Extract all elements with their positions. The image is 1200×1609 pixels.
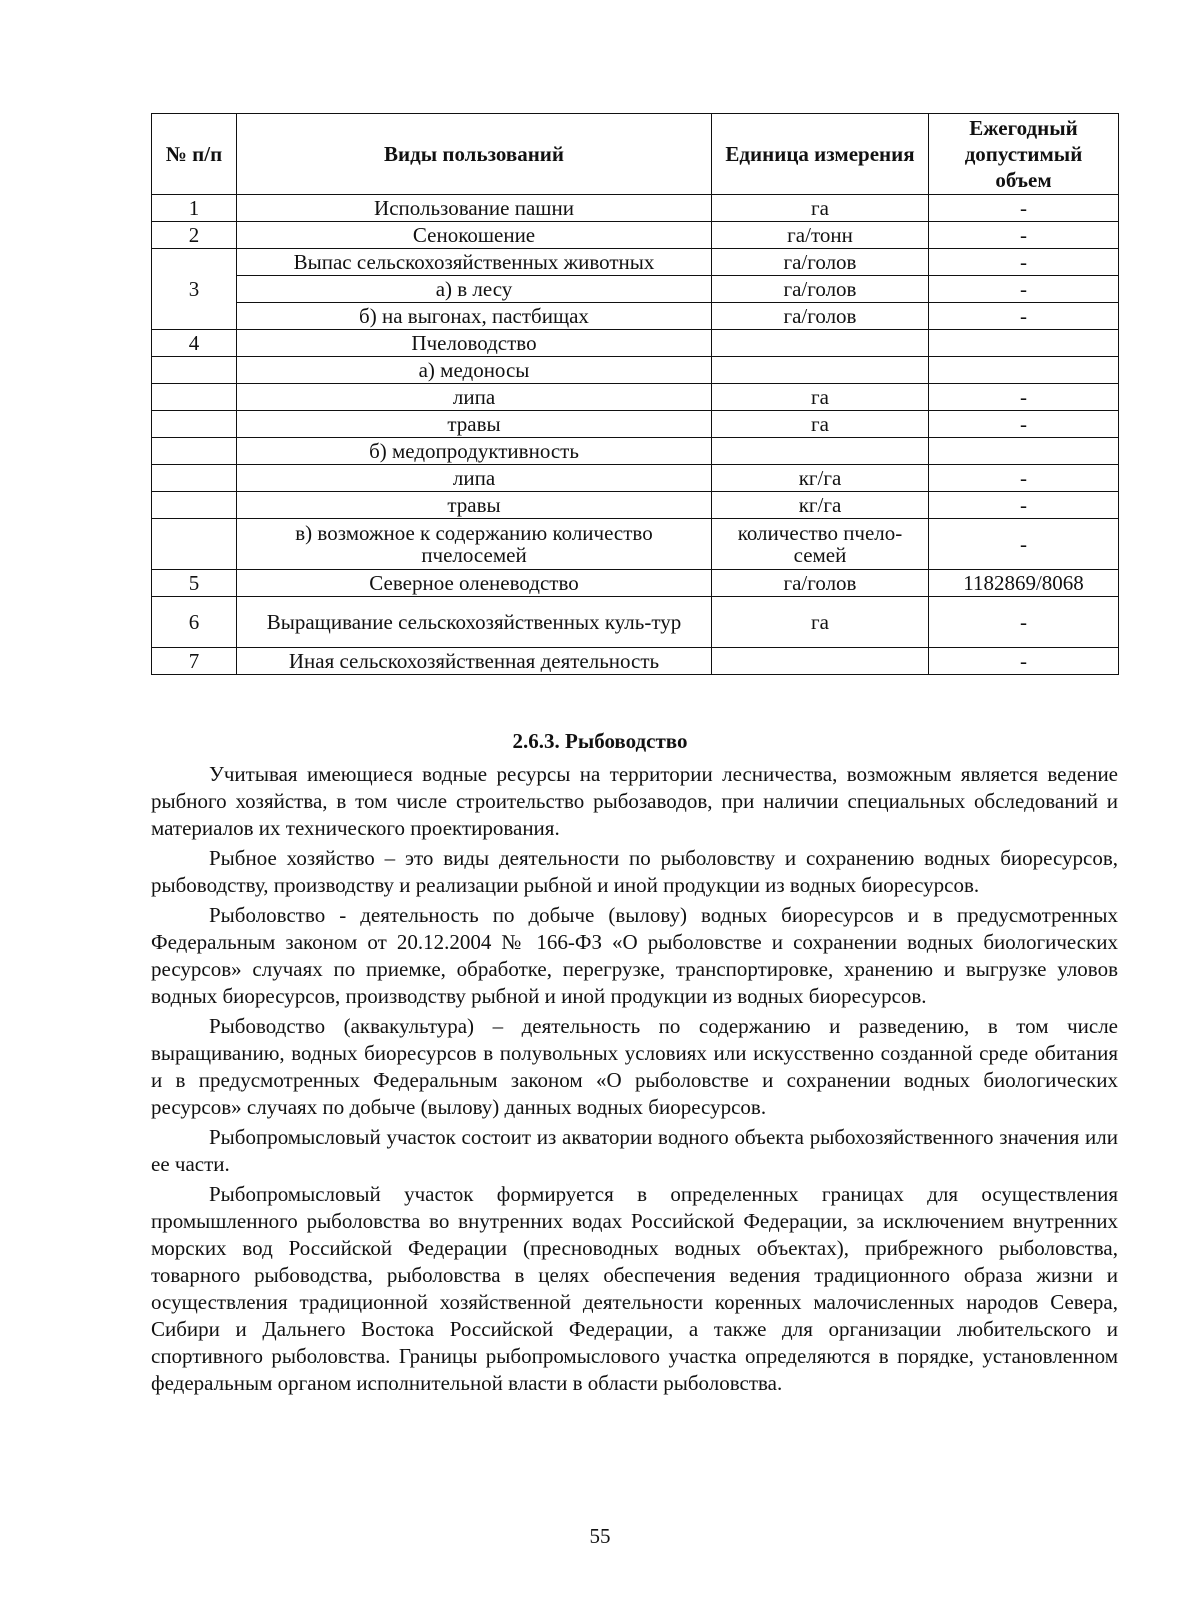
table-header-row: [152, 114, 1119, 195]
row-number: [152, 411, 237, 438]
row-unit: га/тонн: [712, 222, 929, 249]
table-row: [152, 249, 1119, 276]
row-volume: -: [929, 222, 1119, 249]
row-number: [152, 438, 237, 465]
row-volume: 1182869/8068: [929, 570, 1119, 597]
header-unit: Единица измерения: [712, 114, 929, 195]
row-unit: га/голов: [712, 276, 929, 303]
row-usage-type: липа: [237, 465, 712, 492]
paragraph: Рыбное хозяйство – это виды деятельности по рыболовству и сохранению водных биоресурсов, рыбоводству, производству и реализации рыбной и иной продукции из водных биоресурсов.: [151, 846, 1118, 897]
row-unit: [712, 330, 929, 357]
row-volume: -: [929, 492, 1119, 519]
row-unit: [712, 648, 929, 675]
row-unit: га: [712, 597, 929, 648]
row-number: 1: [152, 195, 237, 222]
row-unit: кг/га: [712, 465, 929, 492]
row-usage-type: Выращивание сельскохозяйственных куль-тур: [237, 597, 712, 648]
row-number: [152, 465, 237, 492]
table-row: [152, 195, 1119, 222]
row-number: [152, 492, 237, 519]
row-volume: -: [929, 597, 1119, 648]
row-volume: -: [929, 249, 1119, 276]
header-annual-volume: Ежегодный допустимый объем: [929, 114, 1119, 195]
usage-table: [151, 113, 1119, 675]
table-row: [152, 492, 1119, 519]
paragraph: Рыбоводство (аквакультура) – деятельность по содержанию и разведению, в том числе выращиванию, водных биоресурсов в полувольных условиях или искусственно созданной среде обитания и в предусмотренных Федеральным законом «О рыболовстве и сохранении водных биологических ресурсов» случаях по добыче (вылову) данных водных биоресурсов.: [151, 1014, 1118, 1119]
row-unit: кг/га: [712, 492, 929, 519]
header-number: № п/п: [152, 114, 237, 195]
row-usage-type: б) медопродуктивность: [237, 438, 712, 465]
table-row: [152, 276, 1119, 303]
row-usage-type: Использование пашни: [237, 195, 712, 222]
paragraph: Учитывая имеющиеся водные ресурсы на территории лесничества, возможным является ведение рыбного хозяйства, в том числе строительство рыбозаводов, при наличии специальных обследований и материалов их технического проектирования.: [151, 762, 1118, 840]
row-number: 5: [152, 570, 237, 597]
row-unit: га/голов: [712, 570, 929, 597]
row-usage-type: в) возможное к содержанию количество пчелосемей: [237, 519, 712, 570]
table-row: [152, 597, 1119, 648]
row-usage-type: а) в лесу: [237, 276, 712, 303]
row-usage-type: Выпас сельскохозяйственных животных: [237, 249, 712, 276]
table-row: [152, 384, 1119, 411]
row-unit: га/голов: [712, 249, 929, 276]
row-volume: -: [929, 465, 1119, 492]
row-usage-type: Пчеловодство: [237, 330, 712, 357]
row-unit: га: [712, 195, 929, 222]
table-row: [152, 222, 1119, 249]
paragraph: Рыболовство - деятельность по добыче (вылову) водных биоресурсов и в предусмотренных Федеральным законом от 20.12.2004 № 166-ФЗ «О рыболовстве и сохранении водных биологических ресурсов» случаях по приемке, обработке, перегрузке, транспортировке, хранению и выгрузке уловов водных биоресурсов, производству рыбной и иной продукции из водных биоресурсов.: [151, 903, 1118, 1008]
row-usage-type: Иная сельскохозяйственная деятельность: [237, 648, 712, 675]
row-number: 6: [152, 597, 237, 648]
page-number: 55: [589, 1524, 611, 1548]
row-usage-type: б) на выгонах, пастбищах: [237, 303, 712, 330]
row-unit: га: [712, 384, 929, 411]
row-unit: га: [712, 411, 929, 438]
row-volume: [929, 330, 1119, 357]
table-row: [152, 438, 1119, 465]
row-usage-type: Северное оленеводство: [237, 570, 712, 597]
row-volume: [929, 357, 1119, 384]
paragraph: Рыбопромысловый участок состоит из акватории водного объекта рыбохозяйственного значения или ее части.: [151, 1125, 1118, 1176]
row-unit: количество пчело-семей: [712, 519, 929, 570]
row-unit: [712, 438, 929, 465]
table-row: [152, 357, 1119, 384]
row-volume: -: [929, 276, 1119, 303]
row-volume: -: [929, 384, 1119, 411]
row-number: 3: [152, 249, 237, 330]
table-row: [152, 570, 1119, 597]
row-number: [152, 357, 237, 384]
row-volume: -: [929, 519, 1119, 570]
table-row: [152, 465, 1119, 492]
table-row: [152, 648, 1119, 675]
row-volume: -: [929, 303, 1119, 330]
table-row: [152, 411, 1119, 438]
row-volume: -: [929, 648, 1119, 675]
row-number: [152, 519, 237, 570]
table-row: [152, 330, 1119, 357]
row-volume: -: [929, 411, 1119, 438]
section-body: [151, 761, 1118, 1400]
section-heading: 2.6.3. Рыбоводство: [512, 729, 688, 753]
header-usage-type: Виды пользований: [237, 114, 712, 195]
table-row: [152, 519, 1119, 570]
row-number: 7: [152, 648, 237, 675]
row-usage-type: а) медоносы: [237, 357, 712, 384]
row-usage-type: травы: [237, 411, 712, 438]
paragraph: Рыбопромысловый участок формируется в определенных границах для осуществления промышленного рыболовства во внутренних водах Российской Федерации, за исключением внутренних морских вод Российской Федерации (пресноводных водных объектах), прибрежного рыболовства, товарного рыбоводства, рыболовства в целях обеспечения ведения традиционного образа жизни и осуществления традиционной хозяйственной деятельности коренных малочисленных народов Севера, Сибири и Дальнего Востока Российской Федерации, а также для организации любительского и спортивного рыболовства. Границы рыбопромыслового участка определяются в порядке, установленном федеральным органом исполнительной власти в области рыболовства.: [151, 1182, 1118, 1395]
row-unit: га/голов: [712, 303, 929, 330]
row-volume: -: [929, 195, 1119, 222]
row-unit: [712, 357, 929, 384]
row-volume: [929, 438, 1119, 465]
row-usage-type: Сенокошение: [237, 222, 712, 249]
row-number: 2: [152, 222, 237, 249]
row-usage-type: травы: [237, 492, 712, 519]
row-usage-type: липа: [237, 384, 712, 411]
row-number: 4: [152, 330, 237, 357]
table-row: [152, 303, 1119, 330]
row-number: [152, 384, 237, 411]
